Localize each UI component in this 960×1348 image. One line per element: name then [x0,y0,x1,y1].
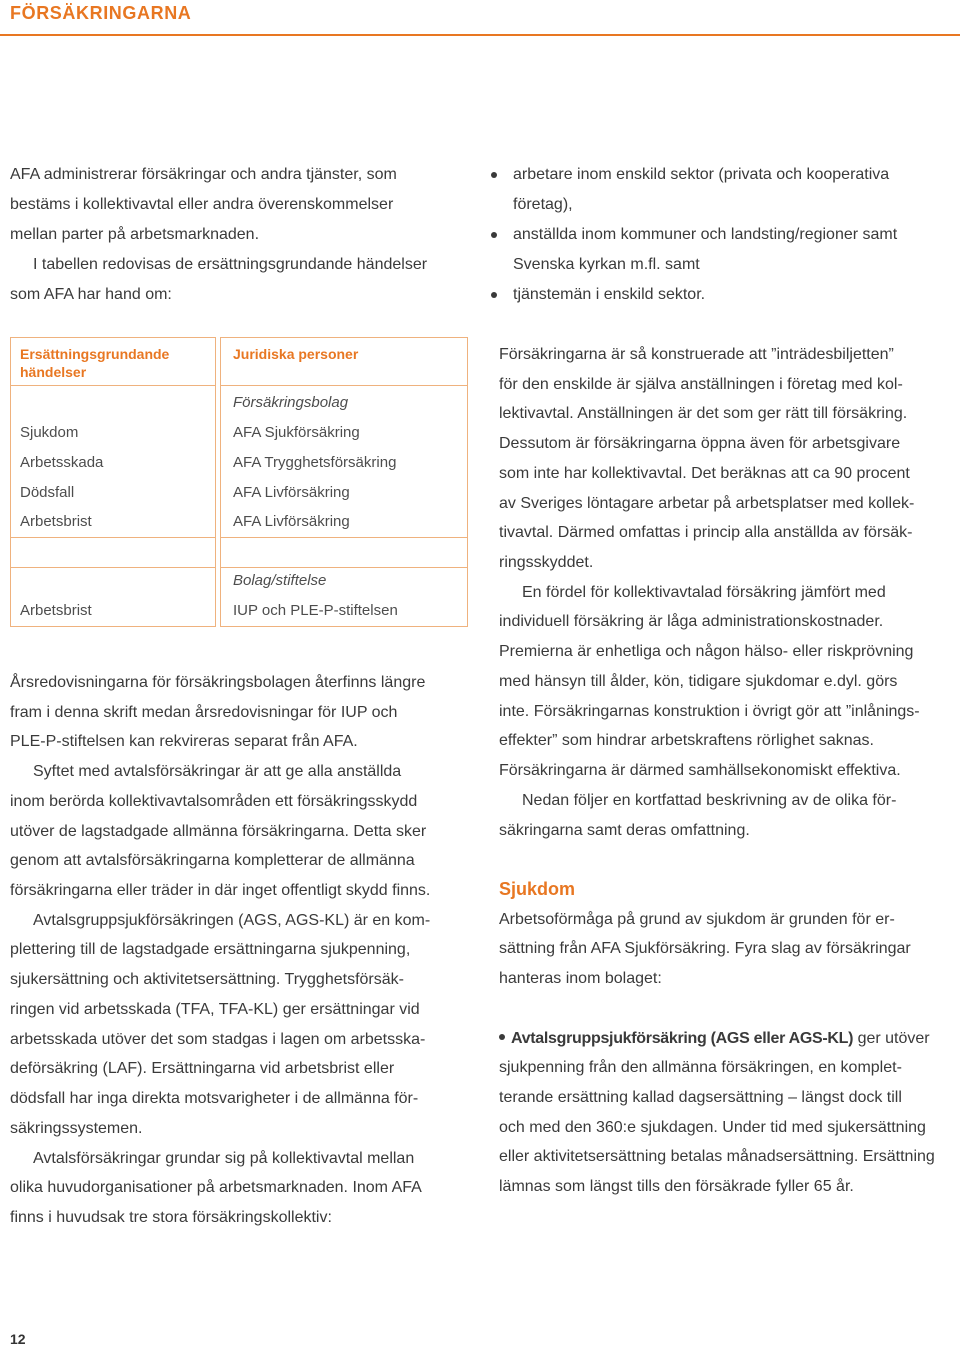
paragraph [499,578,959,786]
text-line: inte. Försäkringarnas konstruktion i övrigt gör att ”inlånings- [499,702,920,720]
table-section-label: Försäkringsbolag [233,394,349,411]
table-cell-entity: AFA Trygghetsförsäkring [233,454,397,471]
paragraph [10,757,475,906]
table-divider [11,567,215,568]
section-heading: Sjukdom [499,878,576,899]
text-line: ringen vid arbetsskada (TFA, TFA-KL) ger ersättningar vid [10,1000,420,1018]
text-line: ringsskyddet. [499,554,594,572]
text-line: dödsfall har inga direkta motsvarigheter i de allmänna för- [10,1090,419,1108]
bullet-lead: Avtalsgruppsjukförsäkring (AGS eller AGS-KL) [511,1029,854,1047]
text-line: Syftet med avtalsförsäkringar är att ge alla anställda [33,763,402,781]
text-line: eller aktivitetsersättning betalas månadsersättning. Ersättning [499,1148,935,1166]
bullet-icon [499,1034,505,1040]
paragraph [10,906,475,1144]
bullet-lead-rest: ger utöver [853,1029,930,1047]
left-body-column [10,668,475,1233]
text-line: finns i huvudsak tre stora försäkringskollektiv: [10,1208,332,1226]
text-line: säkringssystemen. [10,1119,143,1137]
bullet-icon [491,172,497,178]
text-line: Arbetsoförmåga på grund av sjukdom är grunden för er- [499,910,895,928]
text-line: Svenska kyrkan m.fl. samt [513,256,700,273]
text-line: som AFA har hand om: [10,286,172,303]
text-line: individuell försäkring är låga administrationskostnader. [499,613,884,631]
text-line: lektivavtal. Anställningen är det som ger rätt till försäkring. [499,405,908,423]
text-line: I tabellen redovisas de ersättningsgrundande händelser [33,256,428,273]
text-line: av Sveriges löntagare arbetar på arbetsplatser med kollek- [499,494,915,512]
paragraph [10,1144,475,1233]
bullet-text [513,220,950,280]
table-cell-event: Arbetsskada [20,454,104,471]
text-line: sättning från AFA Sjukförsäkring. Fyra slag av försäkringar [499,940,911,958]
bullet-icon [491,292,497,298]
bullet-item [499,1024,959,1202]
text-line: anställda inom kommuner och landsting/regioner samt [513,226,898,243]
text-line: olika huvudorganisationer på arbetsmarknaden. Inom AFA [10,1179,422,1197]
text-line: PLE-P-stiftelsen kan rekvireras separat från AFA. [10,733,358,751]
paragraph [10,668,475,757]
text-line: inom berörda kollektivavtalsområden ett försäkringsskydd [10,792,418,810]
table-cell-entity: AFA Livförsäkring [233,513,350,530]
bullet-text [513,280,950,310]
table-divider [11,385,215,386]
table-cell-entity: AFA Livförsäkring [233,484,350,501]
bullet-item [490,160,950,220]
text-line: fram i denna skrift medan årsredovisningar för IUP och [10,703,398,721]
text-line: Årsredovisningarna för försäkringsbolagen återfinns längre [10,674,426,691]
events-table [10,337,468,627]
text-line: försäkringarna eller träder in där inget offentligt skydd finns. [10,882,431,900]
page-number: 12 [10,1331,26,1347]
text-line: bestäms i kollektivavtal eller andra överenskommelser [10,196,394,213]
text-line: för den enskilde är själva anställningen i företag med kol- [499,375,903,393]
text-line: Avtalsförsäkringar grundar sig på kollektivavtal mellan [33,1149,415,1167]
text-line: tivavtal. Därmed omfattas i princip alla anställda av försäk- [499,524,913,542]
table-divider [221,385,467,386]
bullet-item [490,220,950,280]
paragraph [499,905,959,994]
text-line: Försäkringarna är därmed samhällsekonomiskt effektiva. [499,762,901,780]
bullet-item [490,280,950,310]
spacer [499,845,959,875]
text-line: genom att avtalsförsäkringarna kompletterar de allmänna [10,852,415,870]
table-divider [221,537,467,538]
text-line: plettering till de lagstadgade ersättningarna sjukpenning, [10,941,411,959]
text-line: deförsäkring (LAF). Ersättningarna vid arbetsbrist eller [10,1060,395,1078]
text-line: med hänsyn till ålder, kön, tidigare sjukdomar e.dyl. görs [499,672,898,690]
text-line: företag), [513,196,573,213]
text-line: utöver de lagstadgade allmänna försäkringarna. Detta sker [10,822,427,840]
table-divider [11,537,215,538]
text-line: och med den 360:e sjukdagen. Under tid med sjukersättning [499,1118,926,1136]
right-body-column [499,340,959,1202]
page-title: FÖRSÄKRINGARNA [10,3,192,23]
paragraph [499,340,959,578]
text-line: lämnas som längst tills den försäkrade fyller 65 år. [499,1178,854,1196]
table-column-entities [220,337,468,627]
bullet-text [499,1053,959,1202]
paragraph [499,786,959,845]
table-section-label: Bolag/stiftelse [233,572,327,589]
table-cell-event: Dödsfall [20,484,75,501]
text-line: Dessutom är försäkringarna öppna även för arbetsgivare [499,435,901,453]
text-line: säkringarna samt deras omfattning. [499,821,750,839]
text-line: arbetsskada utöver det som stadgas i lagen om arbetsska- [10,1030,426,1048]
text-line: Nedan följer en kortfattad beskrivning av de olika för- [522,791,897,809]
text-line: Försäkringarna är så konstruerade att ”inträdesbiljetten” [499,346,894,363]
table-cell-entity: AFA Sjukförsäkring [233,424,360,441]
bullet-text [513,160,950,220]
title-rule [0,34,960,36]
text-line: som inte har kollektivavtal. Det beräknas att ca 90 procent [499,464,910,482]
intro-bullet-list [490,160,950,310]
text-line: arbetare inom enskild sektor (privata och kooperativa [513,166,890,183]
table-cell-event: Arbetsbrist [20,602,92,619]
bullet-icon [491,232,497,238]
table-cell-entity: IUP och PLE-P-stiftelsen [233,602,398,619]
spacer [499,994,959,1024]
table-column-events [10,337,216,627]
text-line: effekter” som hindrar arbetskraftens rörlighet saknas. [499,732,874,750]
intro-left-column [10,160,480,310]
table-header-events: Ersättningsgrundande händelser [20,346,170,380]
paragraph [10,250,480,310]
table-cell-event: Arbetsbrist [20,513,92,530]
bullet-first-line [499,1024,959,1054]
text-line: sjukersättning och aktivitetsersättning. Trygghetsförsäk- [10,971,404,989]
text-line: Premierna är enhetliga och någon hälso- eller riskprövning [499,643,914,661]
text-line: En fördel för kollektivavtalad försäkring jämfört med [522,583,886,601]
text-line: hanteras inom bolaget: [499,970,662,988]
text-line: sjukpenning från den allmänna försäkringen, en komplet- [499,1059,902,1077]
paragraph [10,160,480,250]
text-line: mellan parter på arbetsmarknaden. [10,226,260,243]
table-header-entities: Juridiska personer [233,346,359,362]
text-line: AFA administrerar försäkringar och andra tjänster, som [10,166,397,183]
text-line: tjänstemän i enskild sektor. [513,286,706,303]
text-line: terande ersättning kallad dagsersättning – längst dock till [499,1088,902,1106]
table-cell-event: Sjukdom [20,424,79,441]
text-line: Avtalsgruppsjukförsäkringen (AGS, AGS-KL) är en kom- [33,911,431,929]
